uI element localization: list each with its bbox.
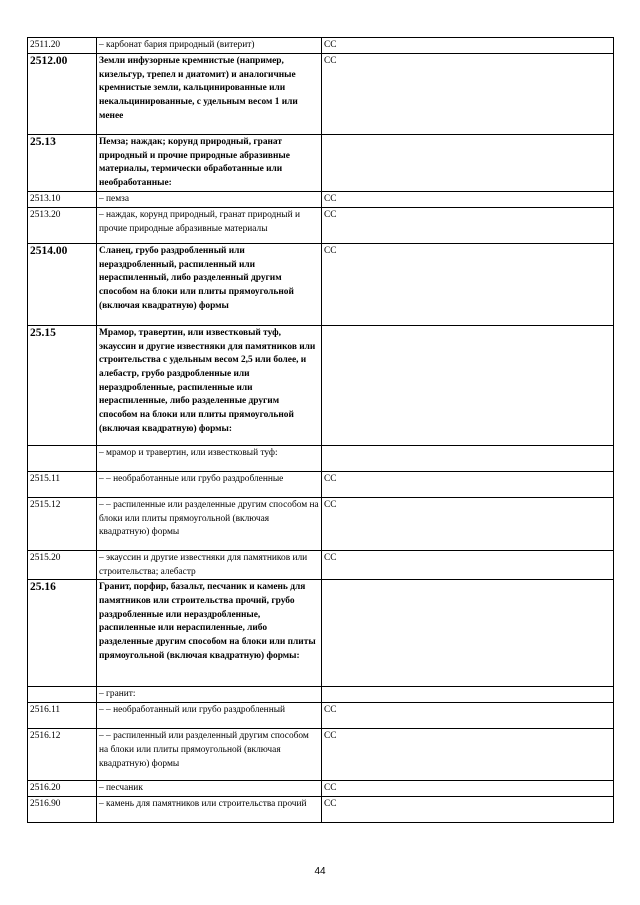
description-cell: Сланец, грубо раздробленный или нераздробленный, распиленный или нераспиленный, либо разделенный другим способом на блоки или плиты прямоугольной (включая квадратную) формы: [97, 243, 322, 325]
description-cell: – – распиленный или разделенный другим способом на блоки или плиты прямоугольной (включая квадратную) формы: [97, 729, 322, 781]
mark-cell: СС: [322, 207, 614, 243]
table-row: [28, 191, 614, 207]
code-cell: 2513.20: [28, 207, 97, 243]
table-row: [28, 580, 614, 687]
table-row: [28, 38, 614, 54]
description-cell: – экауссин и другие известняки для памятников или строительства; алебастр: [97, 550, 322, 579]
table-row: [28, 471, 614, 497]
description-cell: – – необработанный или грубо раздробленный: [97, 703, 322, 729]
table-row: [28, 325, 614, 445]
table-row: [28, 54, 614, 135]
description-cell: – мрамор и травертин, или известковый туф:: [97, 445, 322, 471]
table-row: [28, 497, 614, 550]
code-cell: 2513.10: [28, 191, 97, 207]
code-cell: 2516.11: [28, 703, 97, 729]
code-cell: 25.15: [28, 325, 97, 445]
code-cell: 2515.11: [28, 471, 97, 497]
mark-cell: [322, 687, 614, 703]
mark-cell: СС: [322, 497, 614, 550]
table-row: [28, 207, 614, 243]
table-row: [28, 781, 614, 797]
code-cell: 2516.20: [28, 781, 97, 797]
mark-cell: СС: [322, 243, 614, 325]
mark-cell: СС: [322, 550, 614, 579]
table-row: [28, 445, 614, 471]
table-row: [28, 550, 614, 579]
code-cell: [28, 445, 97, 471]
mark-cell: СС: [322, 729, 614, 781]
page-number: 44: [314, 866, 326, 877]
table-row: [28, 797, 614, 823]
code-cell: 2511.20: [28, 38, 97, 54]
mark-cell: СС: [322, 797, 614, 823]
description-cell: Земли инфузорные кремнистые (например, кизельгур, трепел и диатомит) и аналогичные кремнистые земли, кальцинированные или некальцинированные, с удельным весом 1 или менее: [97, 54, 322, 135]
table-row: [28, 703, 614, 729]
description-cell: Пемза; наждак; корунд природный, гранат природный и прочие природные абразивные материалы, термически обработанные или необработанные:: [97, 135, 322, 192]
description-cell: Мрамор, травертин, или известковый туф, экауссин и другие известняки для памятников или строительства с удельным весом 2,5 или более, и алебастр, грубо раздробленные или нераздробленные, распиленные или нераспиленные, либо разделенные другим способом на блоки или плиты прямоугольной (включая квадратную) формы:: [97, 325, 322, 445]
description-cell: – гранит:: [97, 687, 322, 703]
description-cell: – пемза: [97, 191, 322, 207]
mark-cell: [322, 580, 614, 687]
description-cell: – карбонат бария природный (витерит): [97, 38, 322, 54]
code-cell: 2515.12: [28, 497, 97, 550]
code-cell: 25.16: [28, 580, 97, 687]
document-table: [27, 37, 614, 823]
hs-code-table: [27, 37, 614, 823]
description-cell: – – распиленные или разделенные другим способом на блоки или плиты прямоугольной (включая квадратную) формы: [97, 497, 322, 550]
code-cell: 2512.00: [28, 54, 97, 135]
code-cell: 2514.00: [28, 243, 97, 325]
description-cell: – – необработанные или грубо раздробленные: [97, 471, 322, 497]
mark-cell: СС: [322, 38, 614, 54]
description-cell: Гранит, порфир, базальт, песчаник и камень для памятников или строительства прочий, грубо раздробленные или нераздробленные, распиленные или нераспиленные, либо разделенные другим способом на блоки или плиты прямоугольной (включая квадратную) формы:: [97, 580, 322, 687]
mark-cell: СС: [322, 471, 614, 497]
description-cell: – камень для памятников или строительства прочий: [97, 797, 322, 823]
table-row: [28, 729, 614, 781]
table-row: [28, 243, 614, 325]
code-cell: [28, 687, 97, 703]
mark-cell: СС: [322, 781, 614, 797]
mark-cell: СС: [322, 191, 614, 207]
code-cell: 2516.90: [28, 797, 97, 823]
mark-cell: [322, 135, 614, 192]
mark-cell: [322, 325, 614, 445]
mark-cell: СС: [322, 703, 614, 729]
code-cell: 25.13: [28, 135, 97, 192]
code-cell: 2515.20: [28, 550, 97, 579]
mark-cell: СС: [322, 54, 614, 135]
table-row: [28, 135, 614, 192]
code-cell: 2516.12: [28, 729, 97, 781]
table-body: [28, 38, 614, 823]
mark-cell: [322, 445, 614, 471]
table-row: [28, 687, 614, 703]
description-cell: – наждак, корунд природный, гранат природный и прочие природные абразивные материалы: [97, 207, 322, 243]
description-cell: – песчаник: [97, 781, 322, 797]
